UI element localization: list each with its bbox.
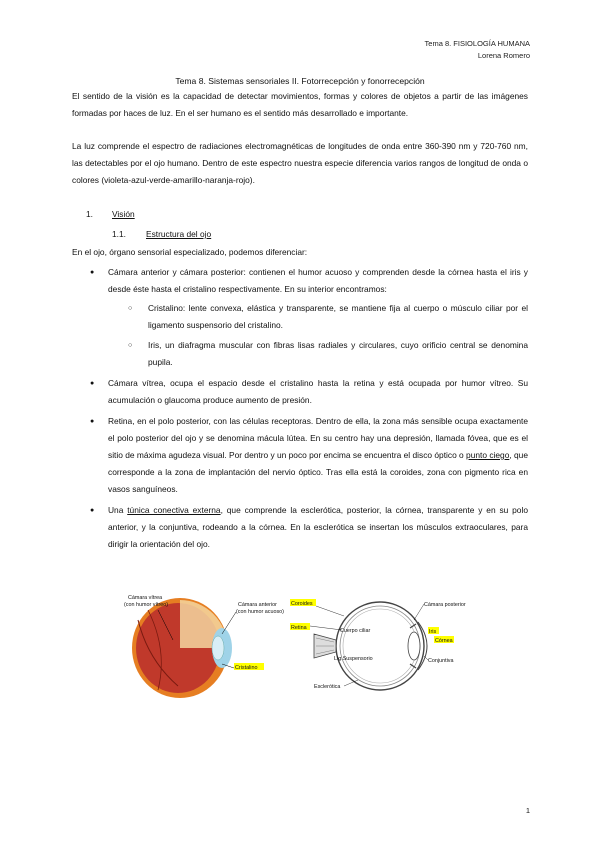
blind-spot-term: punto ciego [466, 450, 510, 460]
label-cornea: Córnea [435, 638, 453, 644]
leader-line [222, 612, 236, 634]
list-item-text: Cámara anterior y cámara posterior: contienen el humor acuoso y comprenden desde la córnea hasta el iris y desde éste hasta el cristalino respectivamente. En su interior encontramos: [108, 267, 528, 294]
sublist-chambers [128, 300, 528, 371]
header-course: Tema 8. FISIOLOGÍA HUMANA [424, 39, 530, 48]
document-title: Tema 8. Sistemas sensoriales II. Fotorrecepción y fonorrecepción [175, 76, 425, 86]
outer-tunic-term: túnica conectiva externa [127, 505, 221, 515]
eye-parts-list [90, 264, 528, 557]
lens-shape [212, 636, 224, 660]
list-item-vitreous: ● Cámara vítrea, ocupa el espacio desde el cristalino hasta la retina y está ocupada por humor vítreo. Su acumulación o glaucoma produce aumento de presión. [90, 375, 528, 409]
list-item-text: , que corresponde a la zona de implantación del nervio óptico. Tras ella está la coroides, zona con pigmento rica en vasos sanguíneos. [108, 450, 528, 494]
label-retina: Retina [291, 625, 307, 631]
label-coroides: Coroides [291, 601, 313, 607]
paragraph-vision: El sentido de la visión es la capacidad de detectar movimientos, formas y colores de objetos a partir de las imágenes formadas por haces de luz. En el ser humano es el sentido más desarrollado e importante. [72, 91, 528, 118]
sublist-item-iris: ○ Iris, un diafragma muscular con fibras lisas radiales y circulares, cuyo orificio central se denomina pupila. [128, 337, 528, 371]
list-item-retina [90, 413, 528, 498]
subsection-heading-eye-structure [112, 229, 211, 239]
header-author: Lorena Romero [477, 51, 530, 60]
label-iris: Iris [429, 629, 437, 635]
label-anterior-sub: (con humor acuoso) [236, 609, 284, 615]
leader-line [316, 606, 344, 616]
label-cristalino: Cristalino [235, 665, 258, 671]
subsection-number: 1.1. [112, 229, 126, 239]
list-item-text: , que comprende la esclerótica, posterior, la córnea, transparente y en su polo anterior, y la conjuntiva, rodeando a la córnea. En la esclerótica se insertan los músculos extraoculares, para dirigir la orientación del ojo. [108, 505, 528, 549]
list-item-text: Retina, en el polo posterior, con las células receptoras. Dentro de ella, la zona más sensible ocupa exactamente el polo posterior del ojo y se denomina mácula lútea. En su centro hay una depresión, llamada fóvea, que es el sitio de máxima agudeza visual. Por dentro y un poco por encima se encuentra el disco óptico o [108, 416, 528, 460]
eye-cross-section-diagram [290, 599, 466, 690]
eye-anatomy-figure [118, 590, 480, 702]
eyeball-cutaway-illustration [124, 595, 284, 698]
list-item-outer-tunic [90, 502, 528, 553]
page-number: 1 [525, 806, 530, 815]
label-vitreous-sub: (con humor vítreo) [124, 602, 169, 608]
label-camara-posterior: Cámara posterior [424, 602, 466, 608]
list-item-text: Una [108, 505, 128, 515]
leader-line [310, 626, 342, 630]
section-title: Visión [112, 209, 135, 219]
label-vitreous: Cámara vítrea [128, 595, 163, 601]
label-lig-suspensorio: Lig.Suspensorio [334, 656, 373, 662]
label-esclerotica: Esclerótica [314, 684, 341, 690]
section-number: 1. [86, 209, 93, 219]
sublist-item-cristalino: ○ Cristalino: lente convexa, elástica y transparente, se mantiene fija al cuerpo o músculo ciliar por el ligamento suspensorio del cristalino. [128, 300, 528, 334]
label-cuerpo-ciliar: Cuerpo ciliar [340, 628, 371, 634]
intro-text: En el ojo, órgano sensorial especializado, podemos diferenciar: [72, 247, 308, 257]
section-heading-vision [86, 209, 135, 219]
leader-line [414, 604, 424, 620]
list-item-chambers [90, 264, 528, 371]
label-conjuntiva: Conjuntiva [428, 658, 454, 664]
label-anterior-chamber: Cámara anterior [238, 602, 277, 608]
subsection-title: Estructura del ojo [146, 229, 212, 239]
lens-ellipse [408, 632, 420, 660]
page-header [425, 38, 530, 62]
paragraph-light: La luz comprende el espectro de radiaciones electromagnéticas de longitudes de onda entre 360-390 nm y 720-760 nm, las detectables por el ojo humano. Dentro de este espectro nuestra especie diferencia varios rangos de longitud de onda o colores (violeta-azul-verde-amarillo-naranja-rojo). [72, 141, 528, 185]
